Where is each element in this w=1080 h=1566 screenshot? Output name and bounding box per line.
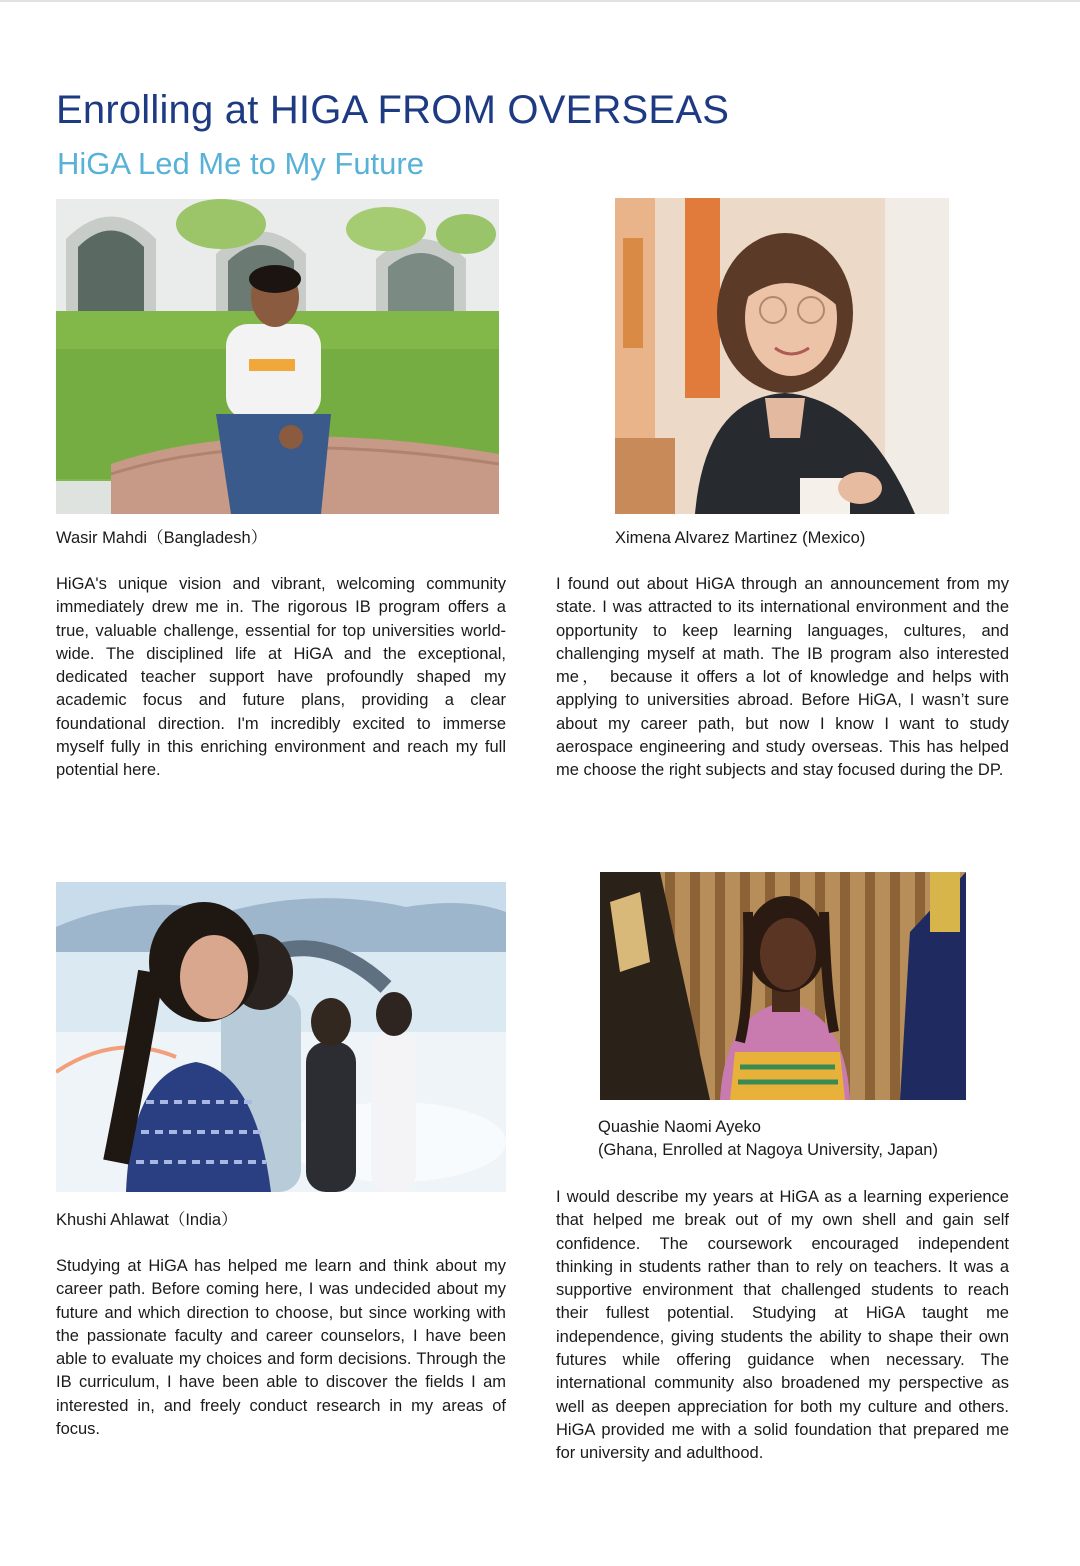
student-name-wasir: Wasir Mahdi（Bangladesh） (56, 529, 268, 547)
student-photo-quashie (600, 872, 966, 1100)
student-text-wasir: HiGA's unique vision and vibrant, welcoming community immediately drew me in. The rigorous IB program offers a true, valuable challenge, essential for top universities world-wide. The disciplined life at HiGA and the exceptional, dedicated teacher support have profoundly shaped my academic focus and future plans, providing a clear foundational direction. I'm incredibly excited to immerse myself fully in this enriching environment and reach my full potential here. (56, 575, 506, 780)
student-name-khushi: Khushi Ahlawat（India） (56, 1211, 238, 1229)
student-name-quashie: Quashie Naomi Ayeko (598, 1118, 761, 1136)
top-divider (0, 0, 1080, 2)
page-title: Enrolling at HIGA FROM OVERSEAS (56, 88, 730, 132)
student-text-quashie: I would describe my years at HiGA as a learning experience that helped me break out of my own shell and gain self confidence. The coursework encouraged independent thinking in students rather than to rely on teachers. It was a supportive environment that challenged students to reach their fullest potential. Studying at HiGA taught me independence, giving students the ability to shape their own futures while offering guidance when necessary. The international community also broadened my perspective as well as deepen appreciation for both my culture and others. HiGA provided me with a solid foundation that prepared me for university and adulthood. (556, 1188, 1009, 1463)
student-name-ximena: Ximena Alvarez Martinez (Mexico) (615, 529, 866, 547)
student-photo-khushi (56, 882, 506, 1192)
page-subtitle: HiGA Led Me to My Future (57, 146, 424, 181)
student-text-ximena: I found out about HiGA through an announcement from my state. I was attracted to its international environment and the opportunity to keep learning languages, cultures, and challenging myself at math. The IB program also interested me， because it offers a lot of knowledge and helps with applying to universities abroad. Before HiGA, I wasn’t sure about my career path, but now I know I want to study aerospace engineering and study overseas. This has helped me choose the right subjects and stay focused during the DP. (556, 575, 1009, 780)
student-photo-ximena (615, 198, 949, 514)
student-text-khushi: Studying at HiGA has helped me learn and think about my career path. Before coming here, I was undecided about my future and which direction to choose, but since working with the passionate faculty and career counselors, I have been able to evaluate my choices and form decisions. Through the IB curriculum, I have been able to discover the fields I am interested in, and freely conduct research in my areas of focus. (56, 1257, 506, 1439)
student-origin-quashie: (Ghana, Enrolled at Nagoya University, Japan) (598, 1141, 938, 1159)
student-photo-wasir (56, 199, 499, 514)
